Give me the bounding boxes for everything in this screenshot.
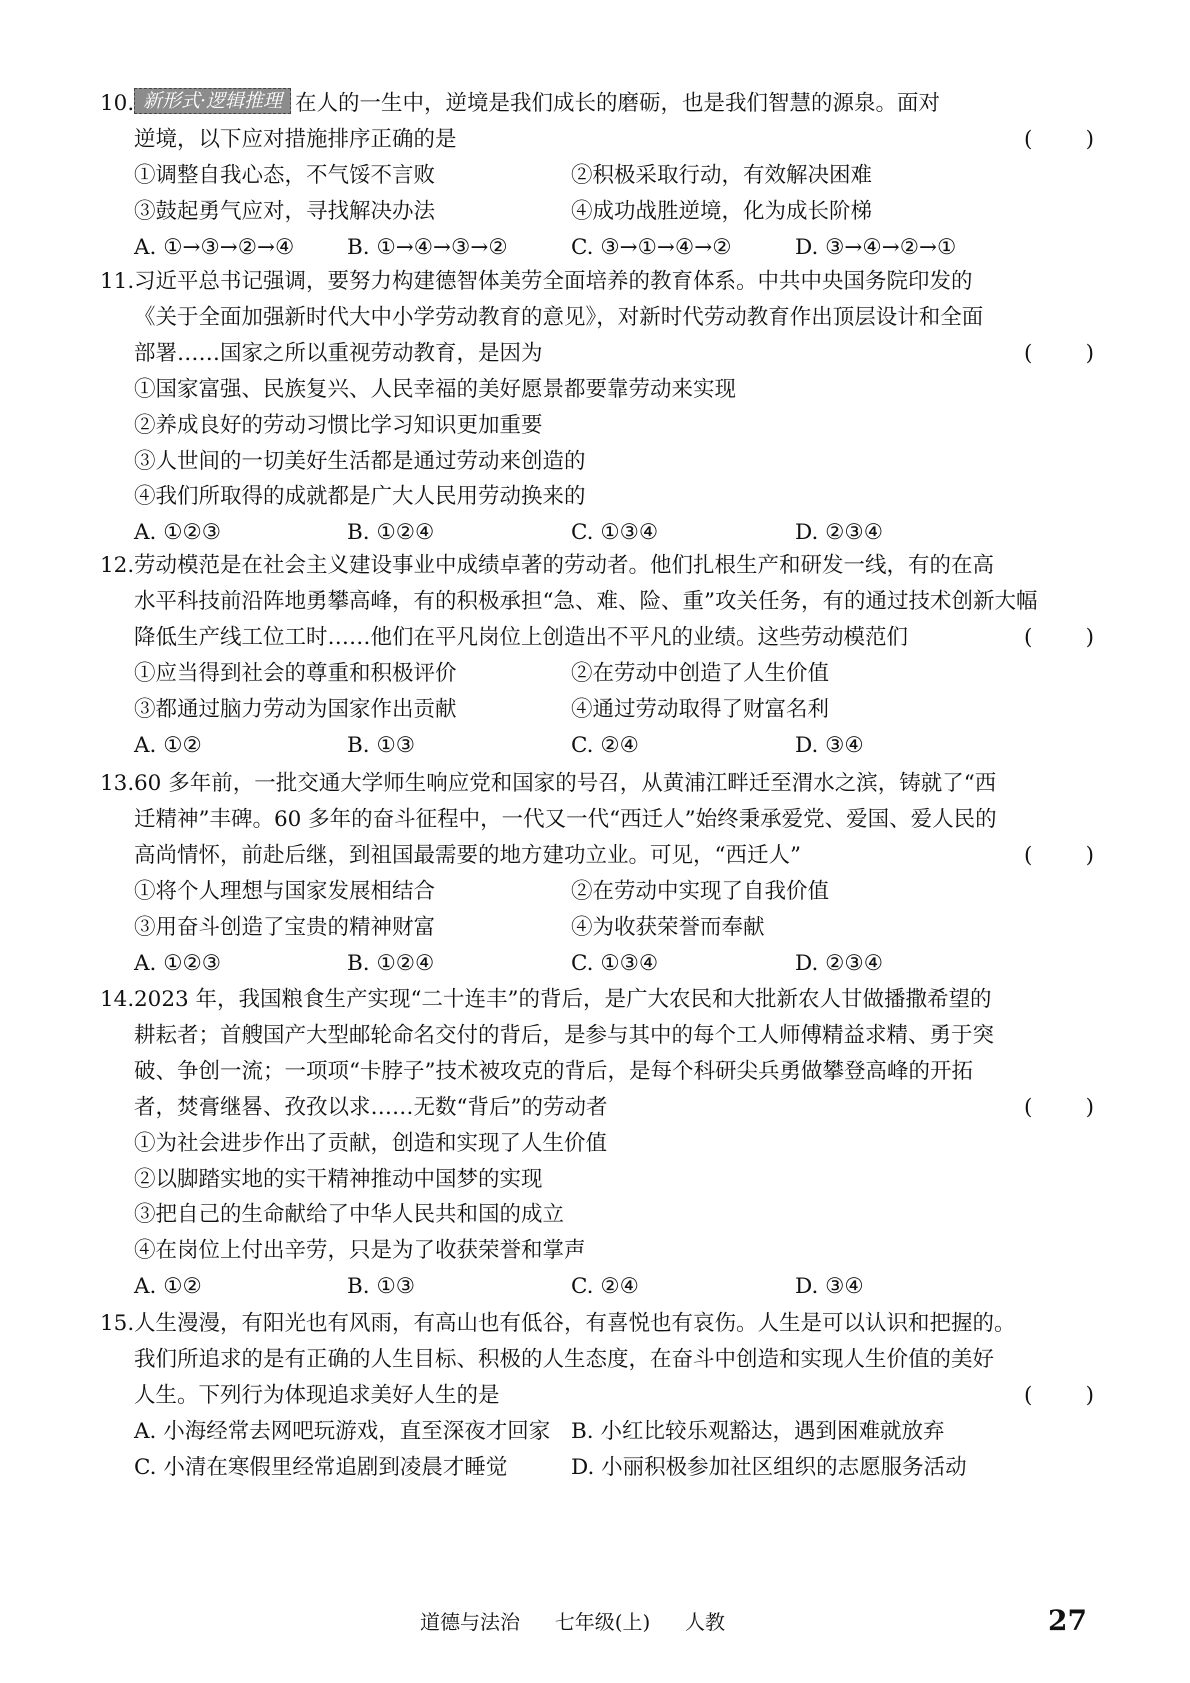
question-number: 12. bbox=[100, 553, 135, 578]
answer-blank[interactable] bbox=[1024, 1090, 1094, 1126]
statement-item: ③把自己的生命献给了中华人民共和国的成立 bbox=[134, 1202, 565, 1228]
statement-row bbox=[134, 479, 1096, 515]
question-stem-line bbox=[100, 1306, 1096, 1342]
question-number: 15. bbox=[100, 1311, 135, 1336]
statement-item: ②在劳动中创造了人生价值 bbox=[571, 660, 830, 686]
option-d[interactable]: D. ③→④→②→① bbox=[795, 234, 957, 260]
statement-row bbox=[134, 372, 1096, 408]
statement-item: C. 小清在寒假里经常追剧到凌晨才睡觉 bbox=[134, 1454, 508, 1480]
statement-item: ①将个人理想与国家发展相结合 bbox=[134, 878, 436, 904]
answer-blank[interactable] bbox=[1024, 838, 1094, 874]
question-stem-line bbox=[100, 86, 1096, 122]
option-d[interactable]: D. ②③④ bbox=[795, 520, 883, 546]
paren-open: ( bbox=[1024, 1094, 1033, 1120]
statement-item: ①应当得到社会的尊重和积极评价 bbox=[134, 660, 457, 686]
question-text: 降低生产线工位工时……他们在平凡岗位上创造出不平凡的业绩。这些劳动模范们 bbox=[134, 624, 909, 650]
question-stem-line bbox=[106, 1342, 1096, 1378]
option-c[interactable]: C. ①③④ bbox=[571, 950, 659, 976]
paren-open: ( bbox=[1024, 126, 1033, 152]
statement-row bbox=[134, 656, 1096, 692]
paren-open: ( bbox=[1024, 340, 1033, 366]
question-number: 14. bbox=[100, 987, 135, 1012]
question-stem-line bbox=[106, 584, 1096, 620]
statement-row bbox=[134, 874, 1096, 910]
question-text: 习近平总书记强调，要努力构建德智体美劳全面培养的教育体系。中共中央国务院印发的 bbox=[134, 269, 973, 294]
question-text: 者，焚膏继晷、孜孜以求……无数“背后”的劳动者 bbox=[134, 1094, 608, 1120]
question-text: 我们所追求的是有正确的人生目标、积极的人生态度，在奋斗中创造和实现人生价值的美好 bbox=[134, 1346, 995, 1372]
answer-blank[interactable] bbox=[1024, 122, 1094, 158]
question-stem-line bbox=[100, 548, 1096, 584]
question-text: 劳动模范是在社会主义建设事业中成绩卓著的劳动者。他们扎根生产和研发一线，有的在高 bbox=[134, 553, 995, 578]
statement-row bbox=[134, 1197, 1096, 1233]
option-a[interactable]: A. ①②③ bbox=[134, 520, 222, 546]
question-text: 迁精神”丰碑。60 多年的奋斗征程中，一代又一代“西迁人”始终秉承爱党、爱国、爱人民的 bbox=[134, 806, 997, 832]
statement-item: A. 小海经常去网吧玩游戏，直至深夜才回家 bbox=[134, 1418, 551, 1444]
question-stem-line bbox=[106, 838, 1096, 874]
paren-open: ( bbox=[1024, 624, 1033, 650]
statement-row bbox=[134, 910, 1096, 946]
question-stem-line bbox=[106, 1378, 1096, 1414]
question-stem-line bbox=[106, 1018, 1096, 1054]
statement-item: ③人世间的一切美好生活都是通过劳动来创造的 bbox=[134, 448, 586, 474]
statement-row bbox=[134, 1450, 1096, 1486]
question-text: 部署……国家之所以重视劳动教育，是因为 bbox=[134, 340, 543, 366]
question-stem-line bbox=[100, 766, 1096, 802]
page-footer bbox=[0, 1605, 1190, 1639]
option-c[interactable]: C. ③→①→④→② bbox=[571, 234, 732, 260]
option-c[interactable]: C. ②④ bbox=[571, 1274, 639, 1300]
statement-item: ③都通过脑力劳动为国家作出贡献 bbox=[134, 696, 457, 722]
statement-row bbox=[134, 1414, 1096, 1450]
question-text: 《关于全面加强新时代大中小学劳动教育的意见》，对新时代劳动教育作出顶层设计和全面 bbox=[134, 304, 984, 330]
option-b[interactable]: B. ①②④ bbox=[347, 520, 435, 546]
statement-row bbox=[134, 408, 1096, 444]
question-text: 2023 年，我国粮食生产实现“二十连丰”的背后，是广大农民和大批新农人甘做播撒希望的 bbox=[134, 987, 992, 1012]
statement-item: B. 小红比较乐观豁达，遇到困难就放弃 bbox=[571, 1418, 945, 1444]
statement-row bbox=[134, 1162, 1096, 1198]
statement-item: ④为收获荣誉而奉献 bbox=[571, 914, 765, 940]
question-text: 破、争创一流；一项项“卡脖子”技术被攻克的背后，是每个科研尖兵勇做攀登高峰的开拓 bbox=[134, 1058, 973, 1084]
statement-item: ①为社会进步作出了贡献，创造和实现了人生价值 bbox=[134, 1130, 608, 1156]
statement-row bbox=[134, 1233, 1096, 1269]
statement-item: ④在岗位上付出辛劳，只是为了收获荣誉和掌声 bbox=[134, 1238, 586, 1264]
option-b[interactable]: B. ①→④→③→② bbox=[347, 234, 508, 260]
statement-item: ②以脚踏实地的实干精神推动中国梦的实现 bbox=[134, 1166, 543, 1192]
footer-grade: 七年级(上) bbox=[554, 1610, 651, 1634]
question-stem-line bbox=[106, 1054, 1096, 1090]
question-number: 10. bbox=[100, 91, 135, 116]
statement-row bbox=[134, 158, 1096, 194]
page-number: 27 bbox=[1048, 1604, 1087, 1637]
paren-close: ) bbox=[1085, 1094, 1094, 1120]
statement-item: ③鼓起勇气应对，寻找解决办法 bbox=[134, 198, 436, 224]
footer-info bbox=[420, 1605, 725, 1639]
option-b[interactable]: B. ①③ bbox=[347, 732, 416, 758]
option-d[interactable]: D. ②③④ bbox=[795, 950, 883, 976]
question-text: 高尚情怀，前赴后继，到祖国最需要的地方建功立业。可见，“西迁人” bbox=[134, 842, 801, 868]
question-stem-line bbox=[106, 122, 1096, 158]
statement-row bbox=[134, 444, 1096, 480]
answer-blank[interactable] bbox=[1024, 620, 1094, 656]
option-a[interactable]: A. ①② bbox=[134, 1274, 202, 1300]
paren-close: ) bbox=[1085, 842, 1094, 868]
option-a[interactable]: A. ①② bbox=[134, 732, 202, 758]
question-stem-line bbox=[100, 982, 1096, 1018]
statement-item: ④成功战胜逆境，化为成长阶梯 bbox=[571, 198, 873, 224]
paren-close: ) bbox=[1085, 126, 1094, 152]
question-text: 在人的一生中，逆境是我们成长的磨砺，也是我们智慧的源泉。面对 bbox=[295, 91, 941, 116]
statement-item: ②积极采取行动，有效解决困难 bbox=[571, 162, 873, 188]
question-stem-line bbox=[106, 336, 1096, 372]
option-b[interactable]: B. ①②④ bbox=[347, 950, 435, 976]
paren-open: ( bbox=[1024, 842, 1033, 868]
option-b[interactable]: B. ①③ bbox=[347, 1274, 416, 1300]
question-stem-line bbox=[100, 264, 1096, 300]
statement-item: ③用奋斗创造了宝贵的精神财富 bbox=[134, 914, 436, 940]
question-stem-line bbox=[106, 620, 1096, 656]
question-text: 水平科技前沿阵地勇攀高峰，有的积极承担“急、难、险、重”攻关任务，有的通过技术创新大幅 bbox=[134, 588, 1038, 614]
options-row bbox=[134, 946, 1096, 982]
options-row bbox=[134, 1269, 1096, 1305]
question-stem-line bbox=[106, 300, 1096, 336]
statement-item: ④通过劳动取得了财富名利 bbox=[571, 696, 830, 722]
statement-row bbox=[134, 194, 1096, 230]
option-d[interactable]: D. ③④ bbox=[795, 732, 864, 758]
paren-close: ) bbox=[1085, 340, 1094, 366]
options-row bbox=[134, 230, 1096, 266]
question-number: 11. bbox=[100, 269, 135, 294]
paren-open: ( bbox=[1024, 1382, 1033, 1408]
footer-subject: 道德与法治 bbox=[420, 1610, 520, 1634]
statement-item: ④我们所取得的成就都是广大人民用劳动换来的 bbox=[134, 484, 586, 510]
option-d[interactable]: D. ③④ bbox=[795, 1274, 864, 1300]
statement-item: ②养成良好的劳动习惯比学习知识更加重要 bbox=[134, 412, 543, 438]
options-row bbox=[134, 515, 1096, 551]
question-text: 逆境，以下应对措施排序正确的是 bbox=[134, 126, 457, 152]
question-stem-line bbox=[106, 802, 1096, 838]
answer-blank[interactable] bbox=[1024, 1378, 1094, 1414]
question-text: 60 多年前，一批交通大学师生响应党和国家的号召，从黄浦江畔迁至渭水之滨，铸就了“西 bbox=[134, 771, 997, 796]
paren-close: ) bbox=[1085, 624, 1094, 650]
option-c[interactable]: C. ①③④ bbox=[571, 520, 659, 546]
footer-edition: 人教 bbox=[685, 1610, 726, 1634]
option-a[interactable]: A. ①→③→②→④ bbox=[134, 234, 295, 260]
question-text: 人生漫漫，有阳光也有风雨，有高山也有低谷，有喜悦也有哀伤。人生是可以认识和把握的。 bbox=[134, 1311, 1016, 1336]
statement-row bbox=[134, 1126, 1096, 1162]
question-number: 13. bbox=[100, 771, 135, 796]
statement-item: ①调整自我心态，不气馁不言败 bbox=[134, 162, 436, 188]
question-type-tag: 新形式·逻辑推理 bbox=[134, 88, 291, 114]
statement-item: D. 小丽积极参加社区组织的志愿服务活动 bbox=[571, 1454, 967, 1480]
option-c[interactable]: C. ②④ bbox=[571, 732, 639, 758]
statement-item: ②在劳动中实现了自我价值 bbox=[571, 878, 830, 904]
question-text: 人生。下列行为体现追求美好人生的是 bbox=[134, 1382, 500, 1408]
paren-close: ) bbox=[1085, 1382, 1094, 1408]
question-text: 耕耘者；首艘国产大型邮轮命名交付的背后，是参与其中的每个工人师傅精益求精、勇于突 bbox=[134, 1022, 995, 1048]
answer-blank[interactable] bbox=[1024, 336, 1094, 372]
statement-row bbox=[134, 692, 1096, 728]
question-stem-line bbox=[106, 1090, 1096, 1126]
option-a[interactable]: A. ①②③ bbox=[134, 950, 222, 976]
options-row bbox=[134, 728, 1096, 764]
statement-item: ①国家富强、民族复兴、人民幸福的美好愿景都要靠劳动来实现 bbox=[134, 376, 737, 402]
